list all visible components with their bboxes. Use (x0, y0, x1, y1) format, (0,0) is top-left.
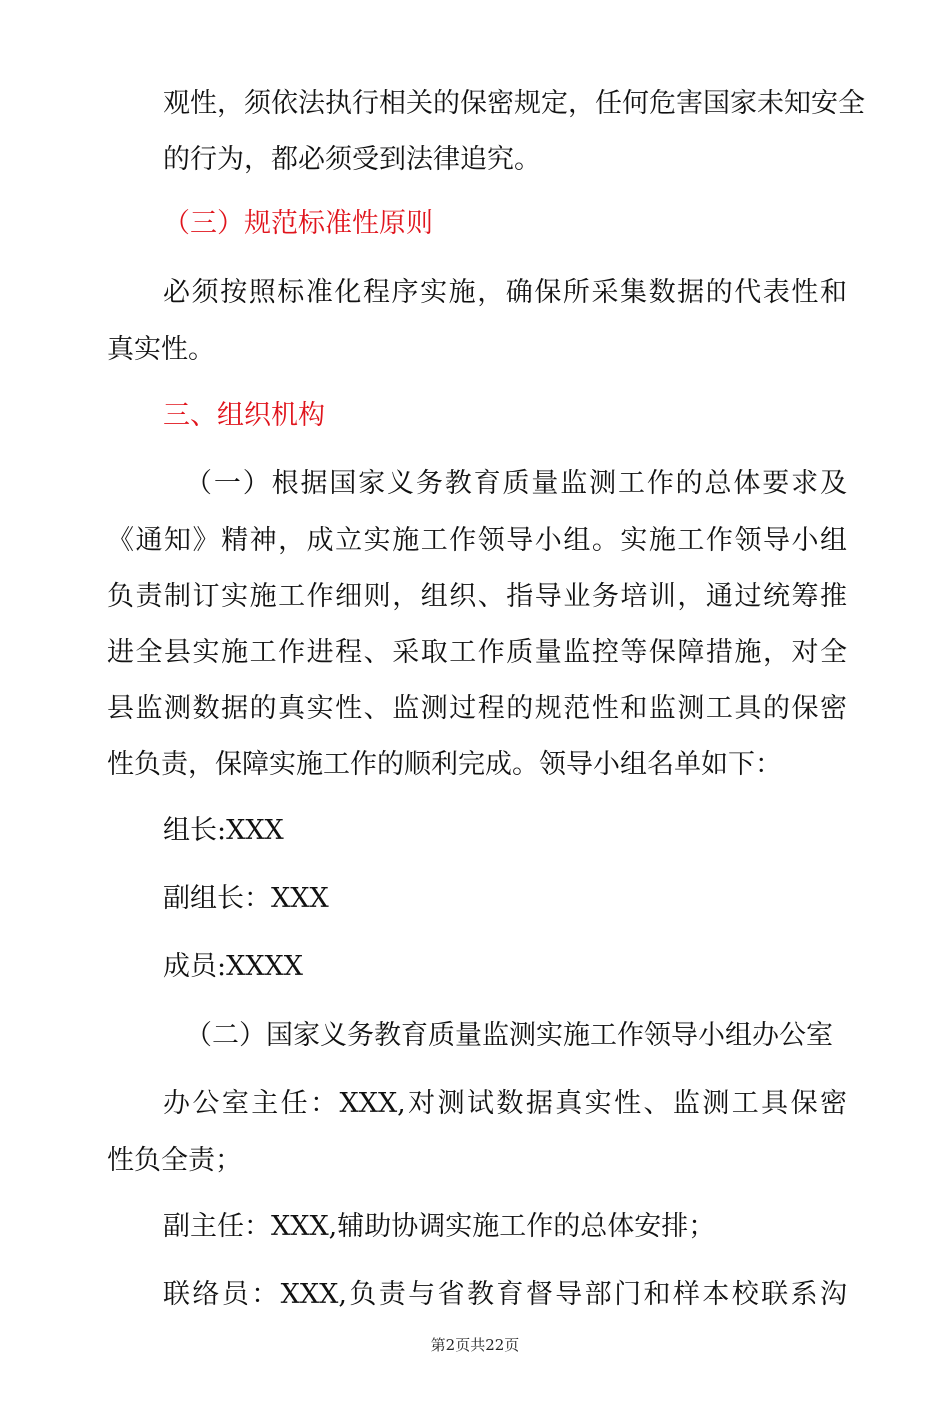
body-line: 的行为，都必须受到法律追究。 (163, 144, 541, 175)
member-line: 副组长：XXX (163, 883, 329, 914)
body-line: 联络员：XXX,负责与省教育督导部门和样本校联系沟 (163, 1279, 847, 1310)
chapter-heading: 三、组织机构 (163, 400, 325, 431)
member-line: 组长:XXX (163, 815, 284, 846)
body-line: 副主任：XXX,辅助协调实施工作的总体安排； (163, 1211, 716, 1242)
body-line: 县监测数据的真实性、监测过程的规范性和监测工具的保密 (107, 693, 847, 724)
body-line: 办公室主任：XXX,对测试数据真实性、监测工具保密 (163, 1088, 847, 1119)
body-line: 进全县实施工作进程、采取工作质量监控等保障措施，对全 (107, 637, 847, 668)
body-line: 真实性。 (107, 334, 215, 365)
body-line: 观性，须依法执行相关的保密规定，任何危害国家未知安全 (163, 88, 865, 119)
body-line: 必须按照标准化程序实施，确保所采集数据的代表性和 (163, 277, 847, 308)
body-line: （二）国家义务教育质量监测实施工作领导小组办公室 (185, 1020, 833, 1051)
body-line: 性负全责； (107, 1145, 242, 1176)
member-line: 成员:XXXX (163, 951, 303, 982)
section-heading: （三）规范标准性原则 (163, 208, 433, 239)
page-number-footer: 第2页共22页 (430, 1336, 520, 1354)
body-line: 性负责，保障实施工作的顺利完成。领导小组名单如下： (107, 749, 782, 780)
body-line: 《通知》精神，成立实施工作领导小组。实施工作领导小组 (107, 525, 847, 556)
body-line: 负责制订实施工作细则，组织、指导业务培训，通过统筹推 (107, 581, 847, 612)
body-line: （一）根据国家义务教育质量监测工作的总体要求及 (185, 468, 847, 499)
